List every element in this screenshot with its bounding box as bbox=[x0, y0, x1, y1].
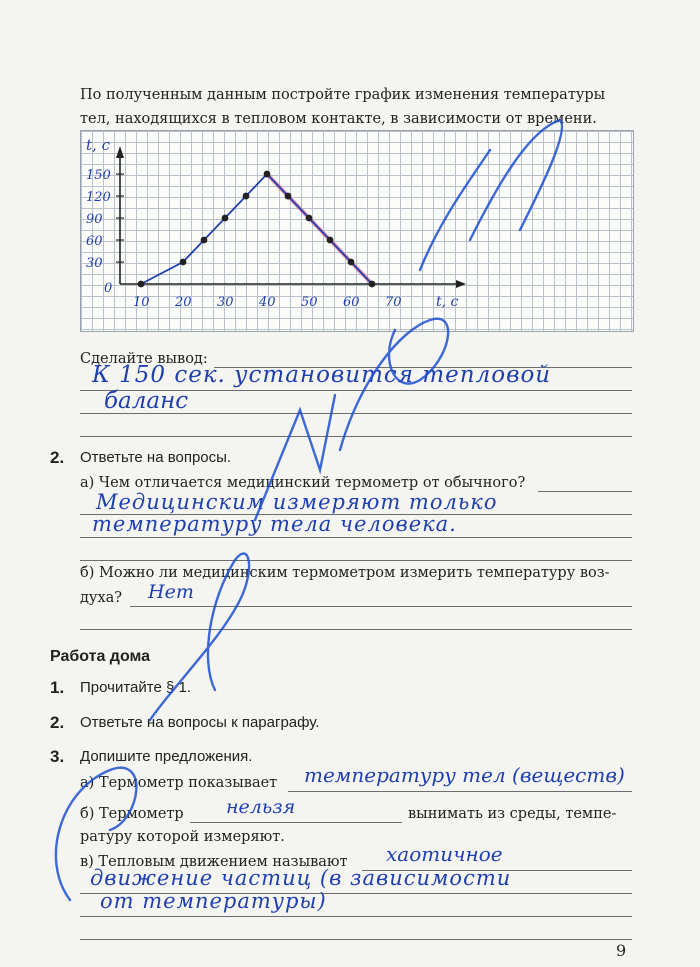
x-tick-label: 30 bbox=[217, 295, 234, 310]
sentence-a: а) Термометр показывает bbox=[80, 775, 278, 791]
homework-item-3: Допишите предложения. bbox=[80, 748, 253, 765]
answer-rule bbox=[80, 916, 632, 917]
sentence-b-end: вынимать из среды, темпе- bbox=[408, 806, 617, 822]
question-b-line-1: б) Можно ли медицинским термометром измерить температуру воз- bbox=[80, 565, 610, 581]
homework-number-2: 2. bbox=[50, 713, 65, 732]
x-tick-label: 20 bbox=[175, 295, 192, 310]
y-tick-label: 150 bbox=[86, 168, 111, 184]
question-a: а) Чем отличается медицинский термометр от обычного? bbox=[80, 475, 526, 491]
answer-rule bbox=[80, 560, 632, 561]
x-axis-label: t, c bbox=[436, 294, 459, 310]
sentence-b-line-2: ратуру которой измеряют. bbox=[80, 829, 285, 845]
x-tick-label: 40 bbox=[259, 295, 276, 310]
y-tick-label: 90 bbox=[86, 212, 103, 228]
answer-rule bbox=[80, 537, 632, 538]
x-tick-label: 50 bbox=[301, 295, 318, 310]
x-tick-label: 70 bbox=[385, 295, 402, 310]
answer-rule bbox=[190, 822, 402, 823]
origin-label: 0 bbox=[104, 281, 113, 296]
homework-item-1: Прочитайте § 1. bbox=[80, 679, 191, 696]
conclusion-answer-line-2: баланс bbox=[104, 388, 189, 414]
sentence-b-start: б) Термометр bbox=[80, 806, 184, 822]
sentence-c-answer-line-1: хаотичное bbox=[386, 842, 503, 866]
x-tick-label: 60 bbox=[343, 295, 360, 310]
answer-rule bbox=[130, 606, 632, 607]
task-title: Ответьте на вопросы. bbox=[80, 449, 232, 466]
sentence-b-answer: нельзя bbox=[226, 796, 296, 818]
task-number: 2. bbox=[50, 448, 65, 467]
intro-line-1: По полученным данным постройте график изменения температуры bbox=[80, 87, 606, 103]
homework-item-2: Ответьте на вопросы к параграфу. bbox=[80, 714, 320, 731]
homework-number-1: 1. bbox=[50, 678, 65, 697]
homework-number-3: 3. bbox=[50, 747, 65, 766]
sentence-a-answer: температуру тел (веществ) bbox=[304, 763, 625, 787]
conclusion-prompt: Сделайте вывод: bbox=[80, 351, 208, 367]
answer-rule bbox=[538, 491, 632, 492]
intro-line-2: тел, находящихся в тепловом контакте, в зависимости от времени. bbox=[80, 111, 597, 127]
x-tick-label: 10 bbox=[133, 295, 150, 310]
y-tick-label: 120 bbox=[86, 190, 111, 206]
sentence-c-answer-line-3: от температуры) bbox=[100, 889, 327, 913]
y-tick-label: 30 bbox=[86, 256, 103, 272]
answer-rule bbox=[80, 436, 632, 437]
answer-b: Нет bbox=[148, 581, 194, 603]
sentence-c-answer-line-2: движение частиц (в зависимости bbox=[90, 866, 512, 890]
y-axis-label: t, c bbox=[86, 136, 110, 154]
question-b-line-2: духа? bbox=[80, 590, 123, 606]
graph-grid bbox=[80, 130, 634, 332]
conclusion-answer-line-1: К 150 сек. установится тепловой bbox=[92, 362, 552, 388]
page-number: 9 bbox=[616, 941, 627, 960]
answer-rule bbox=[80, 629, 632, 630]
y-tick-label: 60 bbox=[86, 234, 103, 250]
answer-a-line-2: температуру тела человека. bbox=[92, 512, 457, 536]
answer-rule bbox=[288, 791, 632, 792]
answer-rule bbox=[80, 939, 632, 940]
sentence-c: в) Тепловым движением называют bbox=[80, 854, 348, 870]
homework-heading: Работа дома bbox=[50, 648, 151, 665]
answer-a-line-1: Медицинским измеряют только bbox=[96, 490, 498, 514]
